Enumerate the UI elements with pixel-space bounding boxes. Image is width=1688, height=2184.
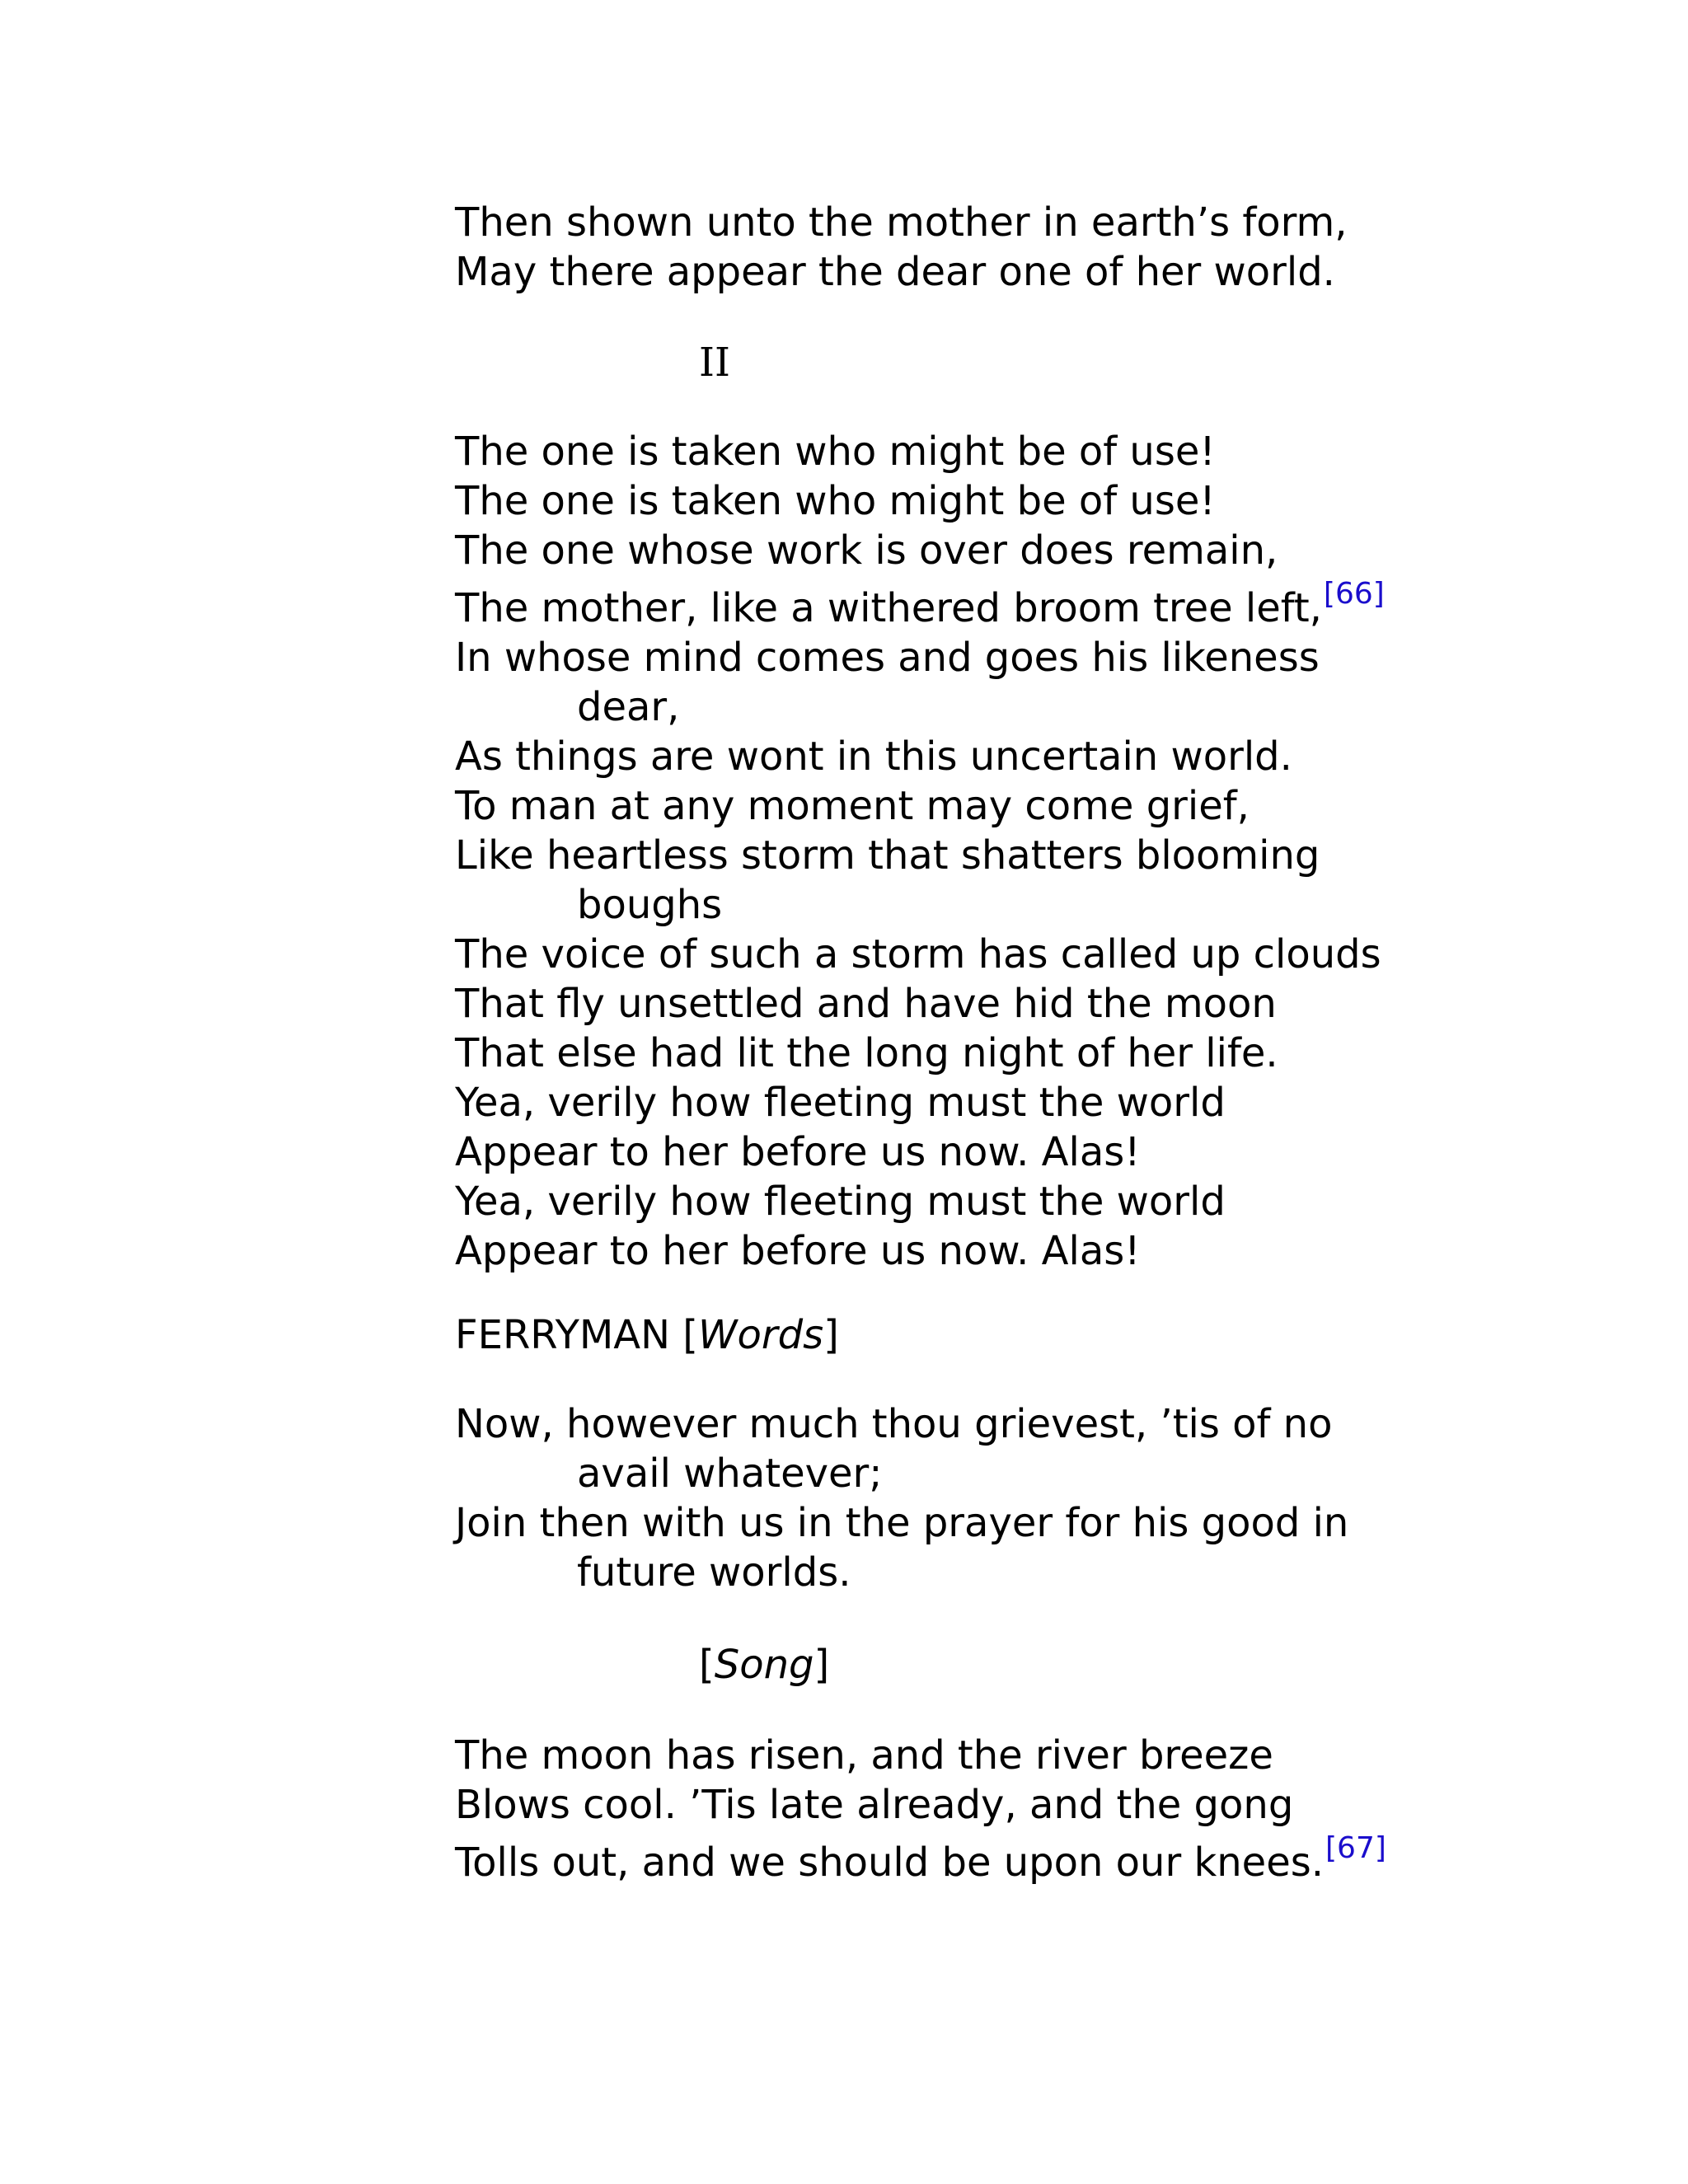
verse-line: The voice of such a storm has called up clouds bbox=[455, 931, 1381, 977]
verse-line-continuation: boughs bbox=[577, 882, 723, 928]
verse-line: May there appear the dear one of her world. bbox=[455, 249, 1335, 295]
verse-line: To man at any moment may come grief, bbox=[455, 783, 1250, 829]
ferryman-speech bbox=[455, 1399, 1444, 1597]
song-heading bbox=[699, 1640, 829, 1690]
verse-line: Yea, verily how fleeting must the world bbox=[455, 1080, 1226, 1126]
verse-line: Join then with us in the prayer for his good in bbox=[455, 1500, 1349, 1546]
verse-line: In whose mind comes and goes his likeness bbox=[455, 635, 1320, 681]
verse-line: Then shown unto the mother in earth’s form, bbox=[455, 199, 1348, 246]
verse-line-with-footnote bbox=[455, 577, 1444, 633]
stanza-two bbox=[455, 427, 1444, 1276]
stage-direction: Words bbox=[698, 1312, 824, 1358]
verse-line: Appear to her before us now. Alas! bbox=[455, 1129, 1141, 1175]
speaker-heading bbox=[455, 1310, 839, 1360]
verse-line: The one is taken who might be of use! bbox=[455, 429, 1216, 475]
verse-line: The one whose work is over does remain, bbox=[455, 527, 1278, 574]
bracket-close: ] bbox=[823, 1312, 839, 1358]
verse-line-continuation: dear, bbox=[577, 684, 680, 730]
verse-text: The mother, like a withered broom tree left, bbox=[455, 585, 1322, 631]
bracket-open: [ bbox=[699, 1642, 715, 1688]
verse-line-continuation: avail whatever; bbox=[577, 1451, 883, 1497]
song-stanza bbox=[455, 1731, 1444, 1887]
verse-line: That else had lit the long night of her life. bbox=[455, 1030, 1278, 1076]
speaker-name: FERRYMAN bbox=[455, 1312, 671, 1358]
footnote-link-67[interactable]: [67] bbox=[1325, 1831, 1386, 1865]
verse-line: As things are wont in this uncertain world. bbox=[455, 733, 1292, 780]
verse-line: Blows cool. ’Tis late already, and the gong bbox=[455, 1782, 1294, 1828]
stanza-intro bbox=[455, 198, 1444, 297]
bracket-open: [ bbox=[670, 1312, 699, 1358]
stage-direction: Song bbox=[714, 1642, 814, 1688]
verse-line: Appear to her before us now. Alas! bbox=[455, 1228, 1141, 1274]
verse-line: That fly unsettled and have hid the moon bbox=[455, 981, 1277, 1027]
verse-line: Like heartless storm that shatters blooming bbox=[455, 832, 1320, 879]
verse-line: The one is taken who might be of use! bbox=[455, 478, 1216, 524]
verse-line-with-footnote bbox=[455, 1831, 1444, 1887]
verse-line: Now, however much thou grievest, ’tis of no bbox=[455, 1401, 1333, 1447]
footnote-link-66[interactable]: [66] bbox=[1323, 577, 1385, 611]
bracket-close: ] bbox=[814, 1642, 830, 1688]
verse-line: Yea, verily how fleeting must the world bbox=[455, 1179, 1226, 1225]
verse-text: Tolls out, and we should be upon our knees. bbox=[455, 1840, 1325, 1886]
verse-line-continuation: future worlds. bbox=[577, 1549, 851, 1596]
verse-line: The moon has risen, and the river breeze bbox=[455, 1732, 1273, 1779]
section-heading-ii: II bbox=[699, 340, 730, 386]
